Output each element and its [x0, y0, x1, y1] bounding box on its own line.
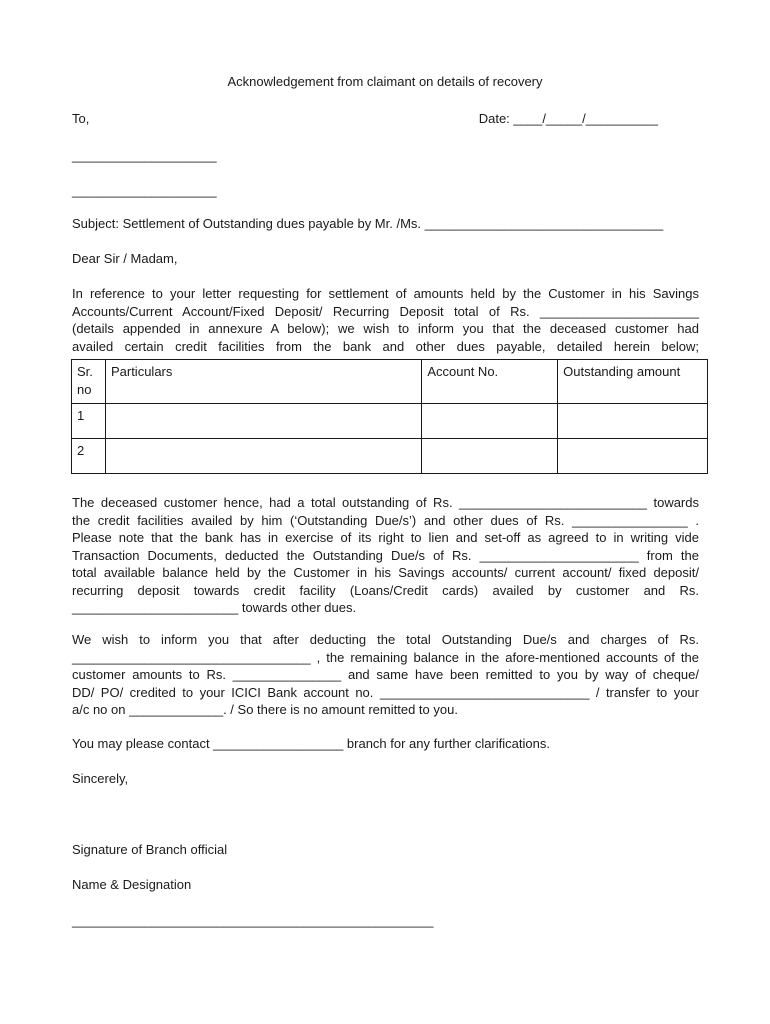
outstanding-paragraph: [72, 494, 699, 617]
paragraph-line: recurring deposit towards credit facility (Loans/Credit cards) availed by customer and Rs.: [72, 582, 699, 598]
address-line-2: ____________________: [72, 183, 217, 198]
intro-line: availed certain credit facilities from the bank and other dues payable, detailed herein below;: [72, 338, 699, 354]
paragraph-line: _______________________ towards other dues.: [72, 600, 357, 615]
table-header-cell: Particulars: [105, 360, 421, 404]
intro-paragraph: [72, 285, 699, 355]
closing: Sincerely,: [72, 771, 129, 786]
table-row: [72, 439, 708, 474]
paragraph-line: Transaction Documents, deducted the Outstanding Due/s of Rs. ______________________ from the: [72, 547, 699, 563]
address-line-1: ____________________: [72, 148, 217, 163]
name-designation-label: Name & Designation: [72, 877, 192, 892]
remittance-paragraph: [72, 631, 699, 719]
paragraph-line: Please note that the bank has in exercise of its right to lien and set-off as agreed to in writing vide: [72, 530, 699, 545]
table-header-row: [72, 360, 708, 404]
intro-line: Accounts/Current Account/Fixed Deposit/ Recurring Deposit total of Rs. ______________________: [72, 303, 699, 319]
paragraph-line: DD/ PO/ credited to your ICICI Bank account no. _____________________________ / transfer to your: [72, 684, 699, 700]
table-header-cell: Outstanding amount: [558, 360, 708, 404]
paragraph-line: the credit facilities availed by him (‘Outstanding Due/s’) and other dues of Rs. ________________ .: [72, 512, 699, 528]
table-row: [72, 404, 708, 439]
paragraph-line: We wish to inform you that after deducting the total Outstanding Due/s and charges of Rs.: [72, 632, 699, 647]
table-cell: 2: [72, 439, 106, 474]
contact-line: You may please contact __________________ branch for any further clarifications.: [72, 736, 550, 751]
paragraph-line: a/c no on _____________. / So there is no amount remitted to you.: [72, 702, 458, 717]
paragraph-line: The deceased customer hence, had a total outstanding of Rs. __________________________ towards: [72, 495, 699, 510]
table-cell: 1: [72, 404, 106, 439]
table-cell: [422, 439, 558, 474]
to-label: To,: [72, 111, 90, 126]
recovery-table: [71, 359, 708, 474]
name-signature-line: __________________________________________________: [72, 913, 434, 928]
subject-line: Subject: Settlement of Outstanding dues payable by Mr. /Ms. _________________________________: [72, 216, 664, 231]
table-header-cell: Sr. no: [72, 360, 106, 404]
table-cell: [558, 404, 708, 439]
paragraph-line: total available balance held by the Customer in his Savings accounts/ current account/ fixed deposit/: [72, 565, 699, 580]
table-cell: [558, 439, 708, 474]
salutation: Dear Sir / Madam,: [72, 251, 178, 266]
document-title: Acknowledgement from claimant on details of recovery: [227, 74, 543, 89]
paragraph-line: _________________________________ , the remaining balance in the afore-mentioned accounts of the: [72, 649, 699, 665]
date-field: Date: ____/_____/__________: [478, 111, 658, 126]
table-cell: [422, 404, 558, 439]
table-cell: [105, 404, 421, 439]
intro-line: In reference to your letter requesting for settlement of amounts held by the Customer in his Savings: [72, 286, 699, 301]
paragraph-line: customer amounts to Rs. _______________ and same have been remitted to you by way of cheque/: [72, 667, 699, 682]
table-cell: [105, 439, 421, 474]
table-header-cell: Account No.: [422, 360, 558, 404]
signature-label: Signature of Branch official: [72, 842, 228, 857]
intro-line: (details appended in annexure A below); we wish to inform you that the deceased customer had: [72, 321, 699, 336]
